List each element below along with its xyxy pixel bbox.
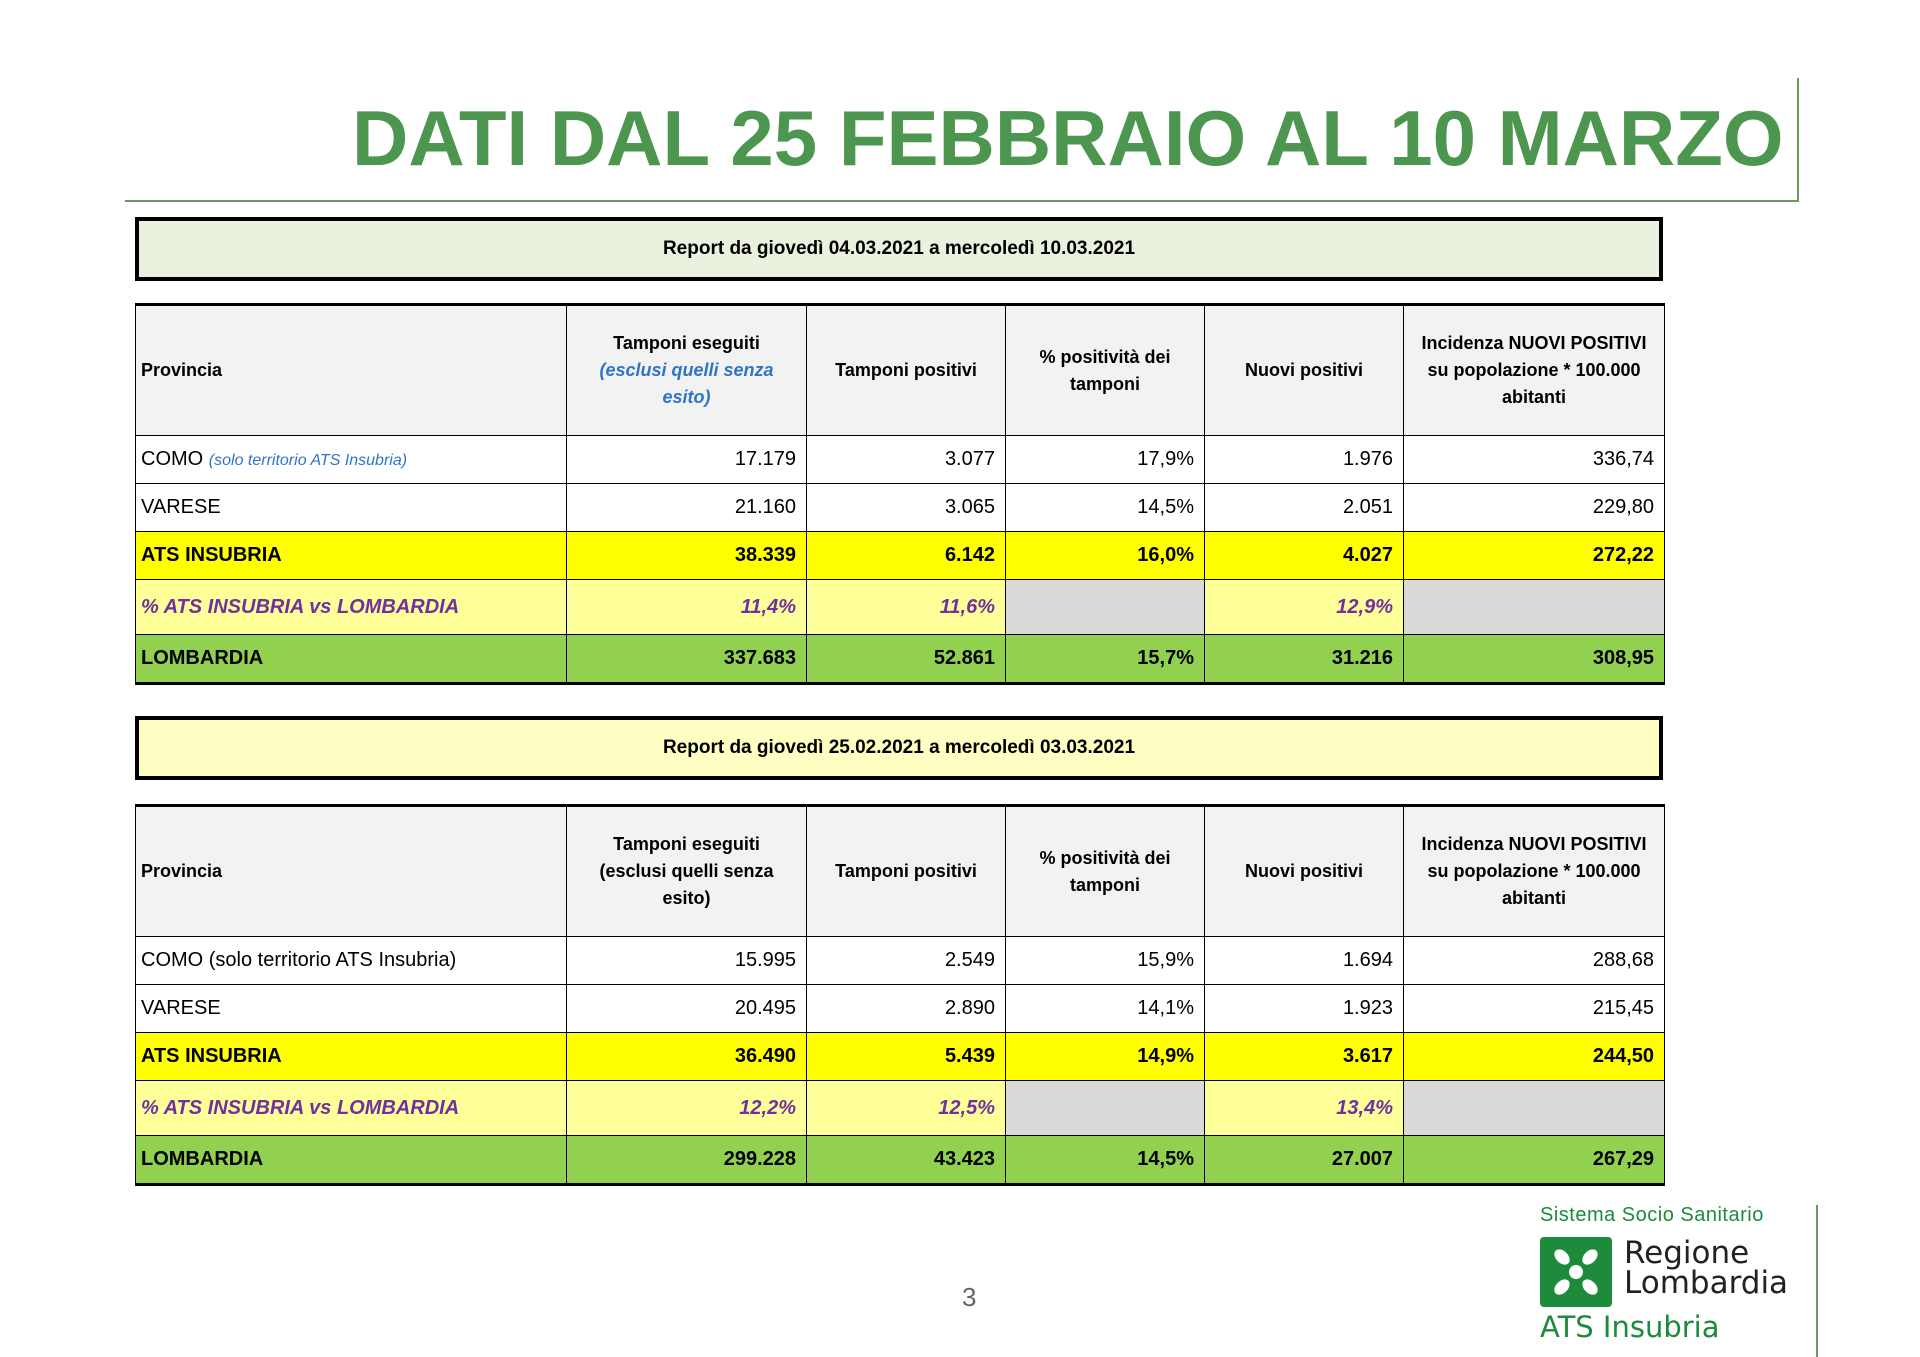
cell-incidenza: 336,74	[1404, 436, 1665, 484]
cell-eseguiti: 38.339	[567, 532, 807, 580]
cell-nuovi: 2.051	[1205, 484, 1404, 532]
table-row-varese	[136, 484, 1665, 532]
cell-nuovi: 13,4%	[1205, 1081, 1404, 1136]
cell-positivi: 3.065	[807, 484, 1006, 532]
row-name-text: COMO	[141, 448, 204, 470]
table-header-row	[136, 305, 1665, 436]
table-row-pct-vs-lombardia	[136, 1081, 1665, 1136]
logo-line-1: Regione	[1624, 1235, 1750, 1271]
col-provincia: Provincia	[136, 806, 567, 937]
row-name: % ATS INSUBRIA vs LOMBARDIA	[136, 1081, 567, 1136]
cell-positivi: 2.890	[807, 985, 1006, 1033]
cell-eseguiti: 337.683	[567, 635, 807, 684]
cell-positivi: 52.861	[807, 635, 1006, 684]
col-tamponi-positivi: Tamponi positivi	[807, 305, 1006, 436]
cell-nuovi: 31.216	[1205, 635, 1404, 684]
col-tamponi-eseguiti	[567, 305, 807, 436]
cell-nuovi: 3.617	[1205, 1033, 1404, 1081]
title-divider	[125, 200, 1798, 202]
row-name: COMO (solo territorio ATS Insubria)	[136, 937, 567, 985]
cell-incidenza: 272,22	[1404, 532, 1665, 580]
cell-positivi: 6.142	[807, 532, 1006, 580]
table-row-varese	[136, 985, 1665, 1033]
title-vertical-divider	[1797, 78, 1799, 202]
table-row-como	[136, 937, 1665, 985]
row-name: VARESE	[136, 484, 567, 532]
cell-incidenza: 215,45	[1404, 985, 1665, 1033]
logo-divider	[1816, 1205, 1818, 1357]
table-row-lombardia	[136, 635, 1665, 684]
cell-eseguiti: 299.228	[567, 1136, 807, 1185]
table-row-lombardia	[136, 1136, 1665, 1185]
report-table-1	[135, 303, 1665, 685]
col-tamponi-positivi: Tamponi positivi	[807, 806, 1006, 937]
table-row-ats-insubria	[136, 1033, 1665, 1081]
cell-eseguiti: 36.490	[567, 1033, 807, 1081]
col-incidenza: Incidenza NUOVI POSITIVI su popolazione * 100.000 abitanti	[1404, 806, 1665, 937]
table-row-ats-insubria	[136, 532, 1665, 580]
col-provincia: Provincia	[136, 305, 567, 436]
cell-incidenza: 229,80	[1404, 484, 1665, 532]
row-name: LOMBARDIA	[136, 635, 567, 684]
table-header-row	[136, 806, 1665, 937]
col-nuovi-positivi: Nuovi positivi	[1205, 806, 1404, 937]
report-heading-text: Report da giovedì 25.02.2021 a mercoledì 03.03.2021	[662, 737, 1136, 758]
cell-empty	[1006, 1081, 1205, 1136]
cell-positivita: 15,9%	[1006, 937, 1205, 985]
table-row-como	[136, 436, 1665, 484]
cell-empty	[1404, 1081, 1665, 1136]
cell-positivita: 14,5%	[1006, 484, 1205, 532]
cell-empty	[1404, 580, 1665, 635]
col-tamponi-eseguiti-note: (esclusi quelli senza esito)	[599, 360, 774, 407]
cell-nuovi: 27.007	[1205, 1136, 1404, 1185]
cell-nuovi: 1.976	[1205, 436, 1404, 484]
row-name	[136, 436, 567, 484]
logo-line-2: Lombardia	[1624, 1265, 1789, 1301]
col-incidenza: Incidenza NUOVI POSITIVI su popolazione * 100.000 abitanti	[1404, 305, 1665, 436]
cell-incidenza: 308,95	[1404, 635, 1665, 684]
col-positivita: % positività dei tamponi	[1006, 305, 1205, 436]
cell-empty	[1006, 580, 1205, 635]
col-positivita: % positività dei tamponi	[1006, 806, 1205, 937]
cell-nuovi: 4.027	[1205, 532, 1404, 580]
cell-positivi: 43.423	[807, 1136, 1006, 1185]
cell-incidenza: 267,29	[1404, 1136, 1665, 1185]
report-heading-text: Report da giovedì 04.03.2021 a mercoledì 10.03.2021	[662, 238, 1136, 259]
report-heading-1	[135, 217, 1663, 281]
logo-org: ATS Insubria	[1540, 1310, 1720, 1344]
cell-eseguiti: 21.160	[567, 484, 807, 532]
cell-positivita: 14,1%	[1006, 985, 1205, 1033]
cell-eseguiti: 12,2%	[567, 1081, 807, 1136]
cell-incidenza: 288,68	[1404, 937, 1665, 985]
cell-nuovi: 1.923	[1205, 985, 1404, 1033]
cell-incidenza: 244,50	[1404, 1033, 1665, 1081]
row-name: LOMBARDIA	[136, 1136, 567, 1185]
row-name-note: (solo territorio ATS Insubria)	[208, 452, 408, 469]
cell-positivi: 5.439	[807, 1033, 1006, 1081]
col-nuovi-positivi: Nuovi positivi	[1205, 305, 1404, 436]
row-name: ATS INSUBRIA	[136, 1033, 567, 1081]
cell-positivi: 2.549	[807, 937, 1006, 985]
cell-eseguiti: 15.995	[567, 937, 807, 985]
logo-wordmark	[1624, 1235, 1789, 1301]
page-title: DATI DAL 25 FEBBRAIO AL 10 MARZO	[352, 94, 1784, 182]
logo-tagline: Sistema Socio Sanitario	[1540, 1204, 1764, 1226]
regione-lombardia-logo-icon	[1540, 1237, 1612, 1307]
row-name: ATS INSUBRIA	[136, 532, 567, 580]
report-table-2	[135, 804, 1665, 1186]
row-name: VARESE	[136, 985, 567, 1033]
cell-positivita: 15,7%	[1006, 635, 1205, 684]
row-name: % ATS INSUBRIA vs LOMBARDIA	[136, 580, 567, 635]
cell-eseguiti: 20.495	[567, 985, 807, 1033]
cell-eseguiti: 11,4%	[567, 580, 807, 635]
cell-nuovi: 12,9%	[1205, 580, 1404, 635]
cell-positivi: 11,6%	[807, 580, 1006, 635]
col-tamponi-eseguiti-label: Tamponi eseguiti	[613, 834, 760, 854]
cell-positivita: 17,9%	[1006, 436, 1205, 484]
cell-positivita: 14,9%	[1006, 1033, 1205, 1081]
col-tamponi-eseguiti	[567, 806, 807, 937]
cell-positivi: 12,5%	[807, 1081, 1006, 1136]
report-heading-2	[135, 716, 1663, 780]
page-number: 3	[962, 1282, 977, 1312]
cell-positivita: 16,0%	[1006, 532, 1205, 580]
table-row-pct-vs-lombardia	[136, 580, 1665, 635]
cell-nuovi: 1.694	[1205, 937, 1404, 985]
col-tamponi-eseguiti-label: Tamponi eseguiti	[613, 333, 760, 353]
cell-eseguiti: 17.179	[567, 436, 807, 484]
cell-positivi: 3.077	[807, 436, 1006, 484]
col-tamponi-eseguiti-note: (esclusi quelli senza esito)	[599, 861, 774, 908]
cell-positivita: 14,5%	[1006, 1136, 1205, 1185]
